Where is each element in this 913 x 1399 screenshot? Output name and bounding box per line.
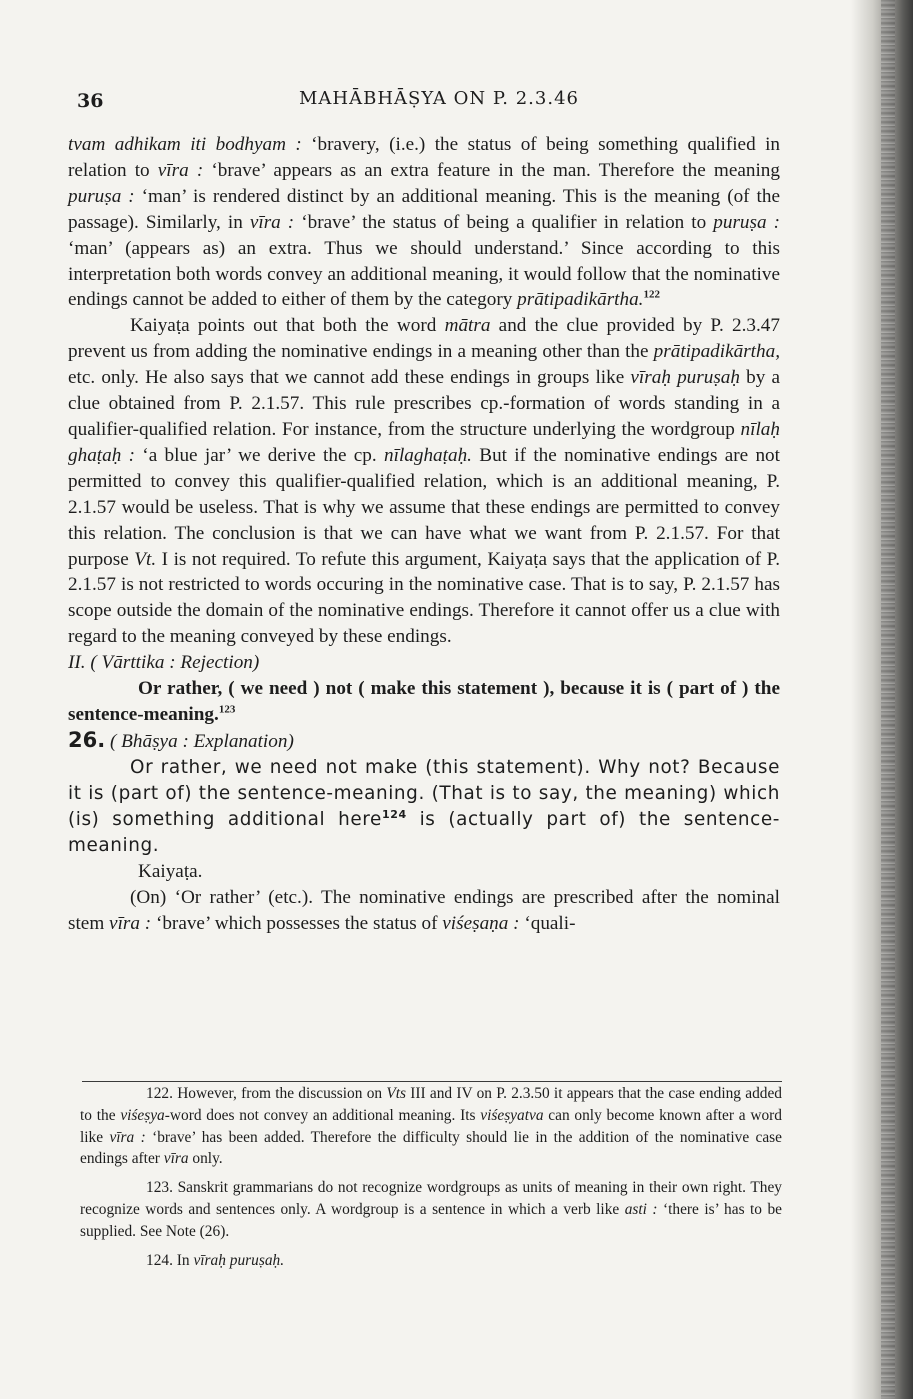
text-run: ‘man’ (appears as) an extra. Thus we should understand.’ Since according to this interpretation both words convey an additional meaning, it would follow that the nominative endings cannot be added to either of them by the category [68,237,780,311]
kaiyata-label: Kaiyaṭa. [138,860,203,882]
section-number: 26. [68,727,106,752]
text-run: Kaiyaṭa points out that both the word [130,315,445,337]
italic-term: viśeṣaṇa : [442,912,520,934]
section-heading: ( Bhāṣya : Explanation) [105,730,294,752]
footnote-ref-124: 124 [381,807,407,821]
varttika-heading: II. ( Vārttika : Rejection) [68,652,260,674]
italic-term: prātipadikārtha. [517,289,644,311]
italic-term: vīra : [109,912,152,934]
footnote-123 [80,1177,782,1242]
italic-term: nīlaghaṭaḥ. [384,444,472,466]
text-run: can only become known after a word like [80,1106,782,1146]
footnote-divider [82,1081,782,1082]
bhasya-translation [68,755,780,859]
text-run: ‘brave’ appears as an extra feature in the man. Therefore the meaning [203,159,780,181]
text-run: only. [188,1150,223,1168]
text-run: by a clue obtained from P. 2.1.57. This rule prescribes cp.-formation of words standing in a qualifier-qualified relation. For instance, from the structure underlying the wordgroup [68,367,781,440]
italic-term: vīra : [157,159,204,181]
italic-term: puruṣa : [68,185,135,207]
text-run: But if the nominative endings are not permitted to convey this qualifier-qualified relation, which is an additional meaning, P. 2.1.57 would be useless. That is why we assume that these endings are permitted to convey this relation. The conclusion is that we can have what we want from P. 2.1.57. For that purpose [68,444,780,570]
italic-term: viśeṣyatva [480,1106,544,1124]
text-run: 123. Sanskrit grammarians do not recognize wordgroups as units of meaning in their own right. They recognize words and sentences only. A wordgroup is a sentence in which a verb like [80,1179,782,1218]
text-run: 122. However, from the discussion on [146,1085,387,1102]
italic-term: vīra [163,1150,189,1168]
italic-term: Vts [386,1085,407,1102]
text-run: (On) ‘Or rather’ (etc.). The nominative endings are prescribed after the nominal stem [68,886,780,934]
text-run: ‘there is’ has to be supplied. See Note (26). [80,1200,782,1240]
page-number: 36 [77,90,104,112]
footnotes [80,1083,782,1271]
italic-term: vīra : [249,211,295,233]
text-run: is (actually part of) the sentence-meaning. [68,808,780,856]
binding-texture [881,0,895,1399]
text-run: ‘quali- [519,912,576,934]
text-run: ‘man’ is rendered distinct by an additional meaning. This is the meaning (of the passage). Similarly, in [68,185,780,233]
paragraph-1 [68,132,780,313]
italic-term: asti : [624,1200,658,1218]
italic-term: vīraḥ puruṣaḥ. [193,1251,285,1269]
varttika-text [68,676,780,728]
italic-term: puruṣa : [713,211,780,233]
text-run: Or rather, we need not make (this statement). Why not? Because it is (part of) the sentence-meaning. (That is to say, the meaning) which (is) something additional here [68,756,780,830]
text-run: ‘a blue jar’ we derive the cp. [135,444,385,466]
italic-term: prātipadikārtha, [653,341,780,363]
text-run: ‘brave’ has been added. Therefore the difficulty should lie in the addition of the nominative case endings after [80,1128,782,1168]
text-run: I is not required. To refute this argument, Kaiyaṭa says that the application of P. 2.1.57 is not restricted to words occuring in the nominative case. That is to say, P. 2.1.57 has scope outside the domain of the nominative endings. Therefore it cannot offer us a clue with regard to the meaning conveyed by these endings. [68,548,780,648]
paragraph-2 [68,313,780,650]
italic-term: Vt. [134,548,157,570]
section-26-heading [68,728,780,755]
text-run: Or rather, ( we need ) not ( make this statement ), because it is ( part of ) the sentence-meaning. [68,678,780,725]
main-text [68,132,780,936]
text-run: -word does not convey an additional meaning. Its [164,1106,481,1124]
italic-term: nīlaḥ ghaṭaḥ : [68,418,780,466]
running-title: MAHĀBHĀṢYA ON P. 2.3.46 [299,88,579,109]
italic-term: tvam adhikam iti bodhyam : [68,134,302,155]
text-run: ‘bravery, (i.e.) the status of being something qualified in relation to [68,134,781,181]
text-run: ‘brave’ the status of being a qualifier in relation to [294,211,714,233]
footnote-122 [80,1083,782,1170]
footnote-124 [80,1250,782,1272]
text-run: 124. In [146,1251,194,1269]
text-run: etc. only. He also says that we cannot add these endings in groups like [68,367,631,389]
footnote-ref-123: 123 [218,703,236,716]
footnote-ref-122: 122 [643,289,660,302]
italic-term: vīraḥ puruṣaḥ [630,367,740,389]
text-run: ‘brave’ which possesses the status of [151,912,443,934]
italic-term: vīra : [109,1128,146,1146]
text-run: and the clue provided by P. 2.3.47 prevent us from adding the nominative endings in a meaning other than the [68,315,780,363]
text-run: III and IV on P. 2.3.50 it appears that the case ending added to the [80,1085,782,1124]
kaiyata-paragraph [68,885,780,937]
italic-term: viśeṣya [120,1106,165,1124]
italic-term: mātra [444,315,491,337]
running-header [77,88,777,114]
